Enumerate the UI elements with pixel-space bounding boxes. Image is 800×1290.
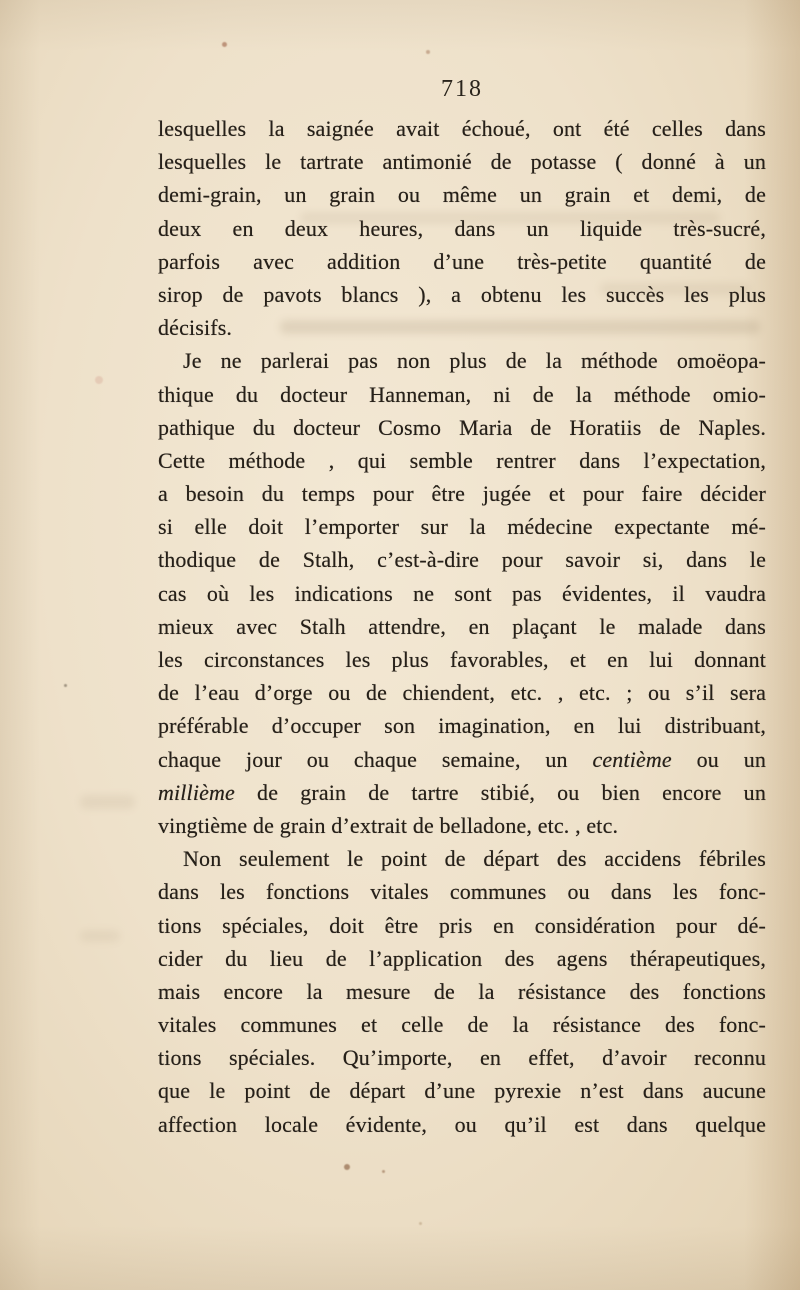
foxing-spot bbox=[95, 376, 103, 384]
bleedthrough-smudge bbox=[80, 795, 135, 809]
foxing-spot bbox=[344, 1164, 350, 1170]
text-line: deux en deux heures, dans un liquide très-sucré, bbox=[158, 215, 766, 241]
page-number: 718 bbox=[441, 76, 483, 102]
text-line: si elle doit l’emporter sur la médecine expectante mé- bbox=[158, 514, 766, 540]
text-line: Non seulement le point de départ des accidens fébriles bbox=[183, 846, 766, 872]
text-line: parfois avec addition d’une très-petite quantité de bbox=[158, 248, 766, 274]
bleedthrough-smudge bbox=[280, 320, 760, 334]
text-line: lesquelles le tartrate antimonié de potasse ( donné à un bbox=[158, 149, 766, 175]
text-line: décisifs. bbox=[158, 315, 233, 341]
text-line: affection locale évidente, ou qu’il est dans quelque bbox=[158, 1111, 766, 1137]
text-line: mais encore la mesure de la résistance des fonctions bbox=[158, 978, 766, 1004]
text-line: chaque jour ou chaque semaine, un centième ou un bbox=[158, 746, 766, 772]
text-line: vitales communes et celle de la résistance des fonc- bbox=[158, 1012, 766, 1038]
text-line: sirop de pavots blancs ), a obtenu les succès les plus bbox=[158, 281, 766, 307]
text-line: demi-grain, un grain ou même un grain et demi, de bbox=[158, 182, 766, 208]
text-line: cas où les indications ne sont pas évidentes, il vaudra bbox=[158, 580, 766, 606]
text-line: millième de grain de tartre stibié, ou bien encore un bbox=[158, 779, 766, 805]
foxing-spot bbox=[426, 50, 430, 54]
text-line: dans les fonctions vitales communes ou dans les fonc- bbox=[158, 879, 766, 905]
foxing-spot bbox=[382, 1170, 385, 1173]
text-line: thodique de Stalh, c’est-à-dire pour savoir si, dans le bbox=[158, 547, 766, 573]
text-line: pathique du docteur Cosmo Maria de Horatiis de Naples. bbox=[158, 414, 766, 440]
text-line: préférable d’occuper son imagination, en lui distribuant, bbox=[158, 713, 766, 739]
text-line: mieux avec Stalh attendre, en plaçant le malade dans bbox=[158, 613, 766, 639]
bleedthrough-smudge bbox=[80, 930, 120, 942]
text-line: lesquelles la saignée avait échoué, ont été celles dans bbox=[158, 116, 766, 141]
text-line: Je ne parlerai pas non plus de la méthode omoëopa- bbox=[183, 348, 766, 374]
text-line: a besoin du temps pour être jugée et pour faire décider bbox=[158, 481, 766, 507]
text-block bbox=[158, 112, 766, 1141]
bleedthrough-smudge bbox=[600, 283, 750, 295]
text-line: tions spéciales, doit être pris en considération pour dé- bbox=[158, 912, 766, 938]
text-line: que le point de départ d’une pyrexie n’est dans aucune bbox=[158, 1078, 766, 1104]
text-line: tions spéciales. Qu’importe, en effet, d’avoir reconnu bbox=[158, 1045, 766, 1071]
foxing-spot bbox=[419, 1222, 422, 1225]
text-line: Cette méthode , qui semble rentrer dans l’expectation, bbox=[158, 447, 766, 473]
text-line: de l’eau d’orge ou de chiendent, etc. , etc. ; ou s’il sera bbox=[158, 680, 766, 706]
text-line: les circonstances les plus favorables, et en lui donnant bbox=[158, 647, 766, 672]
foxing-spot bbox=[222, 42, 227, 47]
text-line: cider du lieu de l’application des agens thérapeutiques, bbox=[158, 945, 766, 971]
bleedthrough-smudge bbox=[300, 212, 720, 224]
foxing-spot bbox=[64, 684, 67, 687]
text-line: thique du docteur Hanneman, ni de la méthode omio- bbox=[158, 381, 766, 407]
text-line: vingtième de grain d’extrait de belladone, etc. , etc. bbox=[158, 812, 619, 838]
